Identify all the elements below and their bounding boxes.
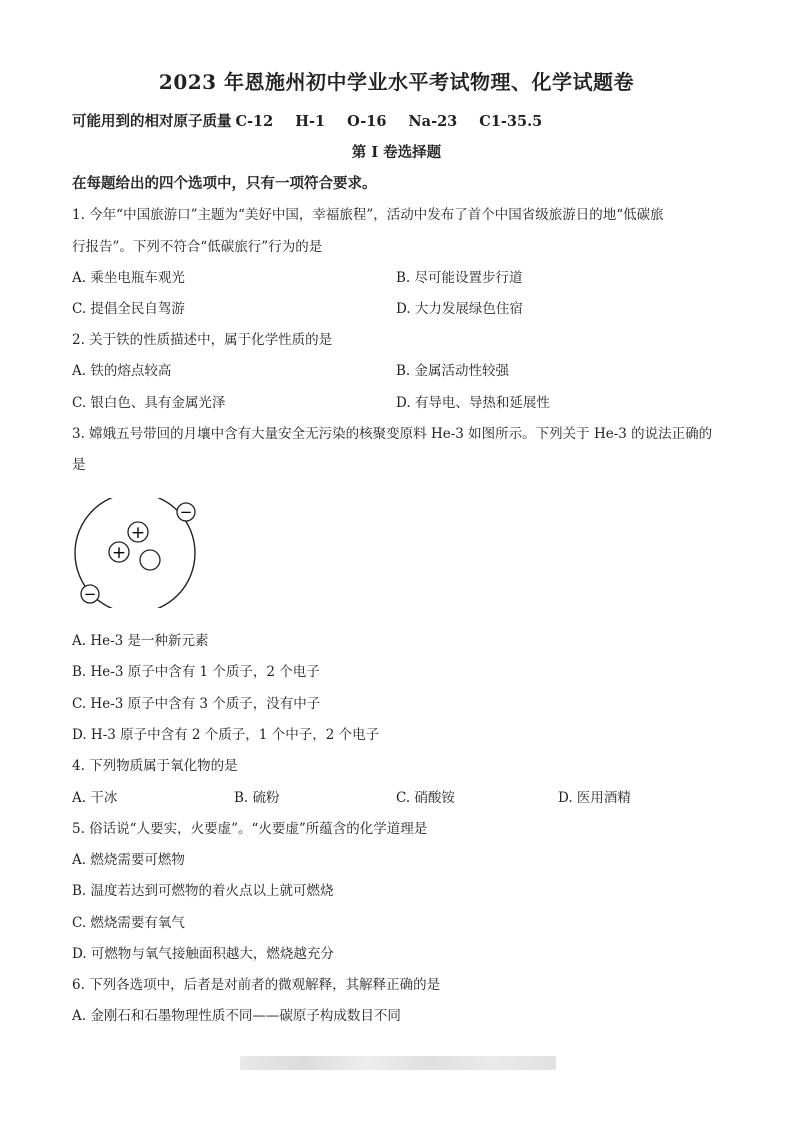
- instruction: 在每题给出的四个选项中，只有一项符合要求。: [72, 175, 377, 192]
- atomic-masses-label: 可能用到的相对原子质量: [72, 113, 232, 130]
- exam-title: 2023 年恩施州初中学业水平考试物理、化学试题卷: [158, 70, 635, 94]
- q3-stem-line1: 3. 嫦娥五号带回的月壤中含有大量安全无污染的核聚变原料 He-3 如图所示。下列关于 He-3 的说法正确的: [72, 426, 713, 442]
- mass-item: Na-23: [408, 113, 458, 130]
- q1-option-c: C. 提倡全民自驾游: [72, 301, 185, 317]
- q6-option-a: A. 金刚石和石墨物理性质不同——碳原子构成数目不同: [72, 1008, 401, 1024]
- q1-stem-line2: 行报告”。下列不符合“低碳旅行”行为的是: [72, 239, 323, 255]
- q5-option-a: A. 燃烧需要可燃物: [72, 852, 185, 868]
- q6-stem: 6. 下列各选项中，后者是对前者的微观解释，其解释正确的是: [72, 977, 441, 993]
- q2-option-b: B. 金属活动性较强: [396, 363, 510, 379]
- q2-option-c: C. 银白色、具有金属光泽: [72, 395, 226, 411]
- q4-option-b: B. 硫粉: [234, 790, 280, 806]
- he3-atom-diagram: [70, 498, 204, 608]
- q5-stem: 5. 俗话说“人要实，火要虚”。“火要虚”所蕴含的化学道理是: [72, 821, 428, 837]
- q5-option-d: D. 可燃物与氧气接触面积越大，燃烧越充分: [72, 946, 334, 962]
- q5-option-b: B. 温度若达到可燃物的着火点以上就可燃烧: [72, 883, 334, 899]
- neutron: [140, 550, 160, 570]
- q1-option-d: D. 大力发展绿色住宿: [396, 301, 523, 317]
- proton-sign: +: [111, 543, 127, 563]
- q3-option-c: C. He-3 原子中含有 3 个质子，没有中子: [72, 696, 321, 712]
- q5-option-c: C. 燃烧需要有氧气: [72, 915, 185, 931]
- atomic-masses-line: [72, 110, 556, 131]
- section-title: 第 I 卷选择题: [351, 144, 442, 161]
- q1-option-b: B. 尽可能设置步行道: [396, 270, 523, 286]
- q1-option-a: A. 乘坐电瓶车观光: [72, 270, 185, 286]
- q1-stem-line1: 1. 今年“中国旅游口”主题为“美好中国，幸福旅程”，活动中发布了首个中国省级旅游日的地“低碳旅: [72, 207, 664, 223]
- q4-option-a: A. 干冰: [72, 790, 118, 806]
- mass-item: O-16: [347, 113, 387, 130]
- proton-sign: +: [130, 523, 146, 543]
- q2-option-d: D. 有导电、导热和延展性: [396, 395, 550, 411]
- q3-option-a: A. He-3 是一种新元素: [72, 633, 209, 649]
- electron-sign: −: [83, 585, 97, 603]
- q3-stem-line2: 是: [72, 457, 86, 473]
- q4-option-d: D. 医用酒精: [558, 790, 631, 806]
- mass-item: C1-35.5: [479, 113, 543, 130]
- mass-item: H-1: [295, 113, 326, 130]
- q4-stem: 4. 下列物质属于氧化物的是: [72, 758, 238, 774]
- electron-sign: −: [179, 503, 193, 521]
- q4-option-c: C. 硝酸铵: [396, 790, 455, 806]
- q2-stem: 2. 关于铁的性质描述中，属于化学性质的是: [72, 332, 333, 348]
- blurred-footer-watermark: [240, 1056, 556, 1070]
- q3-option-b: B. He-3 原子中含有 1 个质子，2 个电子: [72, 664, 320, 680]
- mass-item: C-12: [235, 113, 274, 130]
- q2-option-a: A. 铁的熔点较高: [72, 363, 172, 379]
- q3-option-d: D. H-3 原子中含有 2 个质子，1 个中子，2 个电子: [72, 727, 380, 743]
